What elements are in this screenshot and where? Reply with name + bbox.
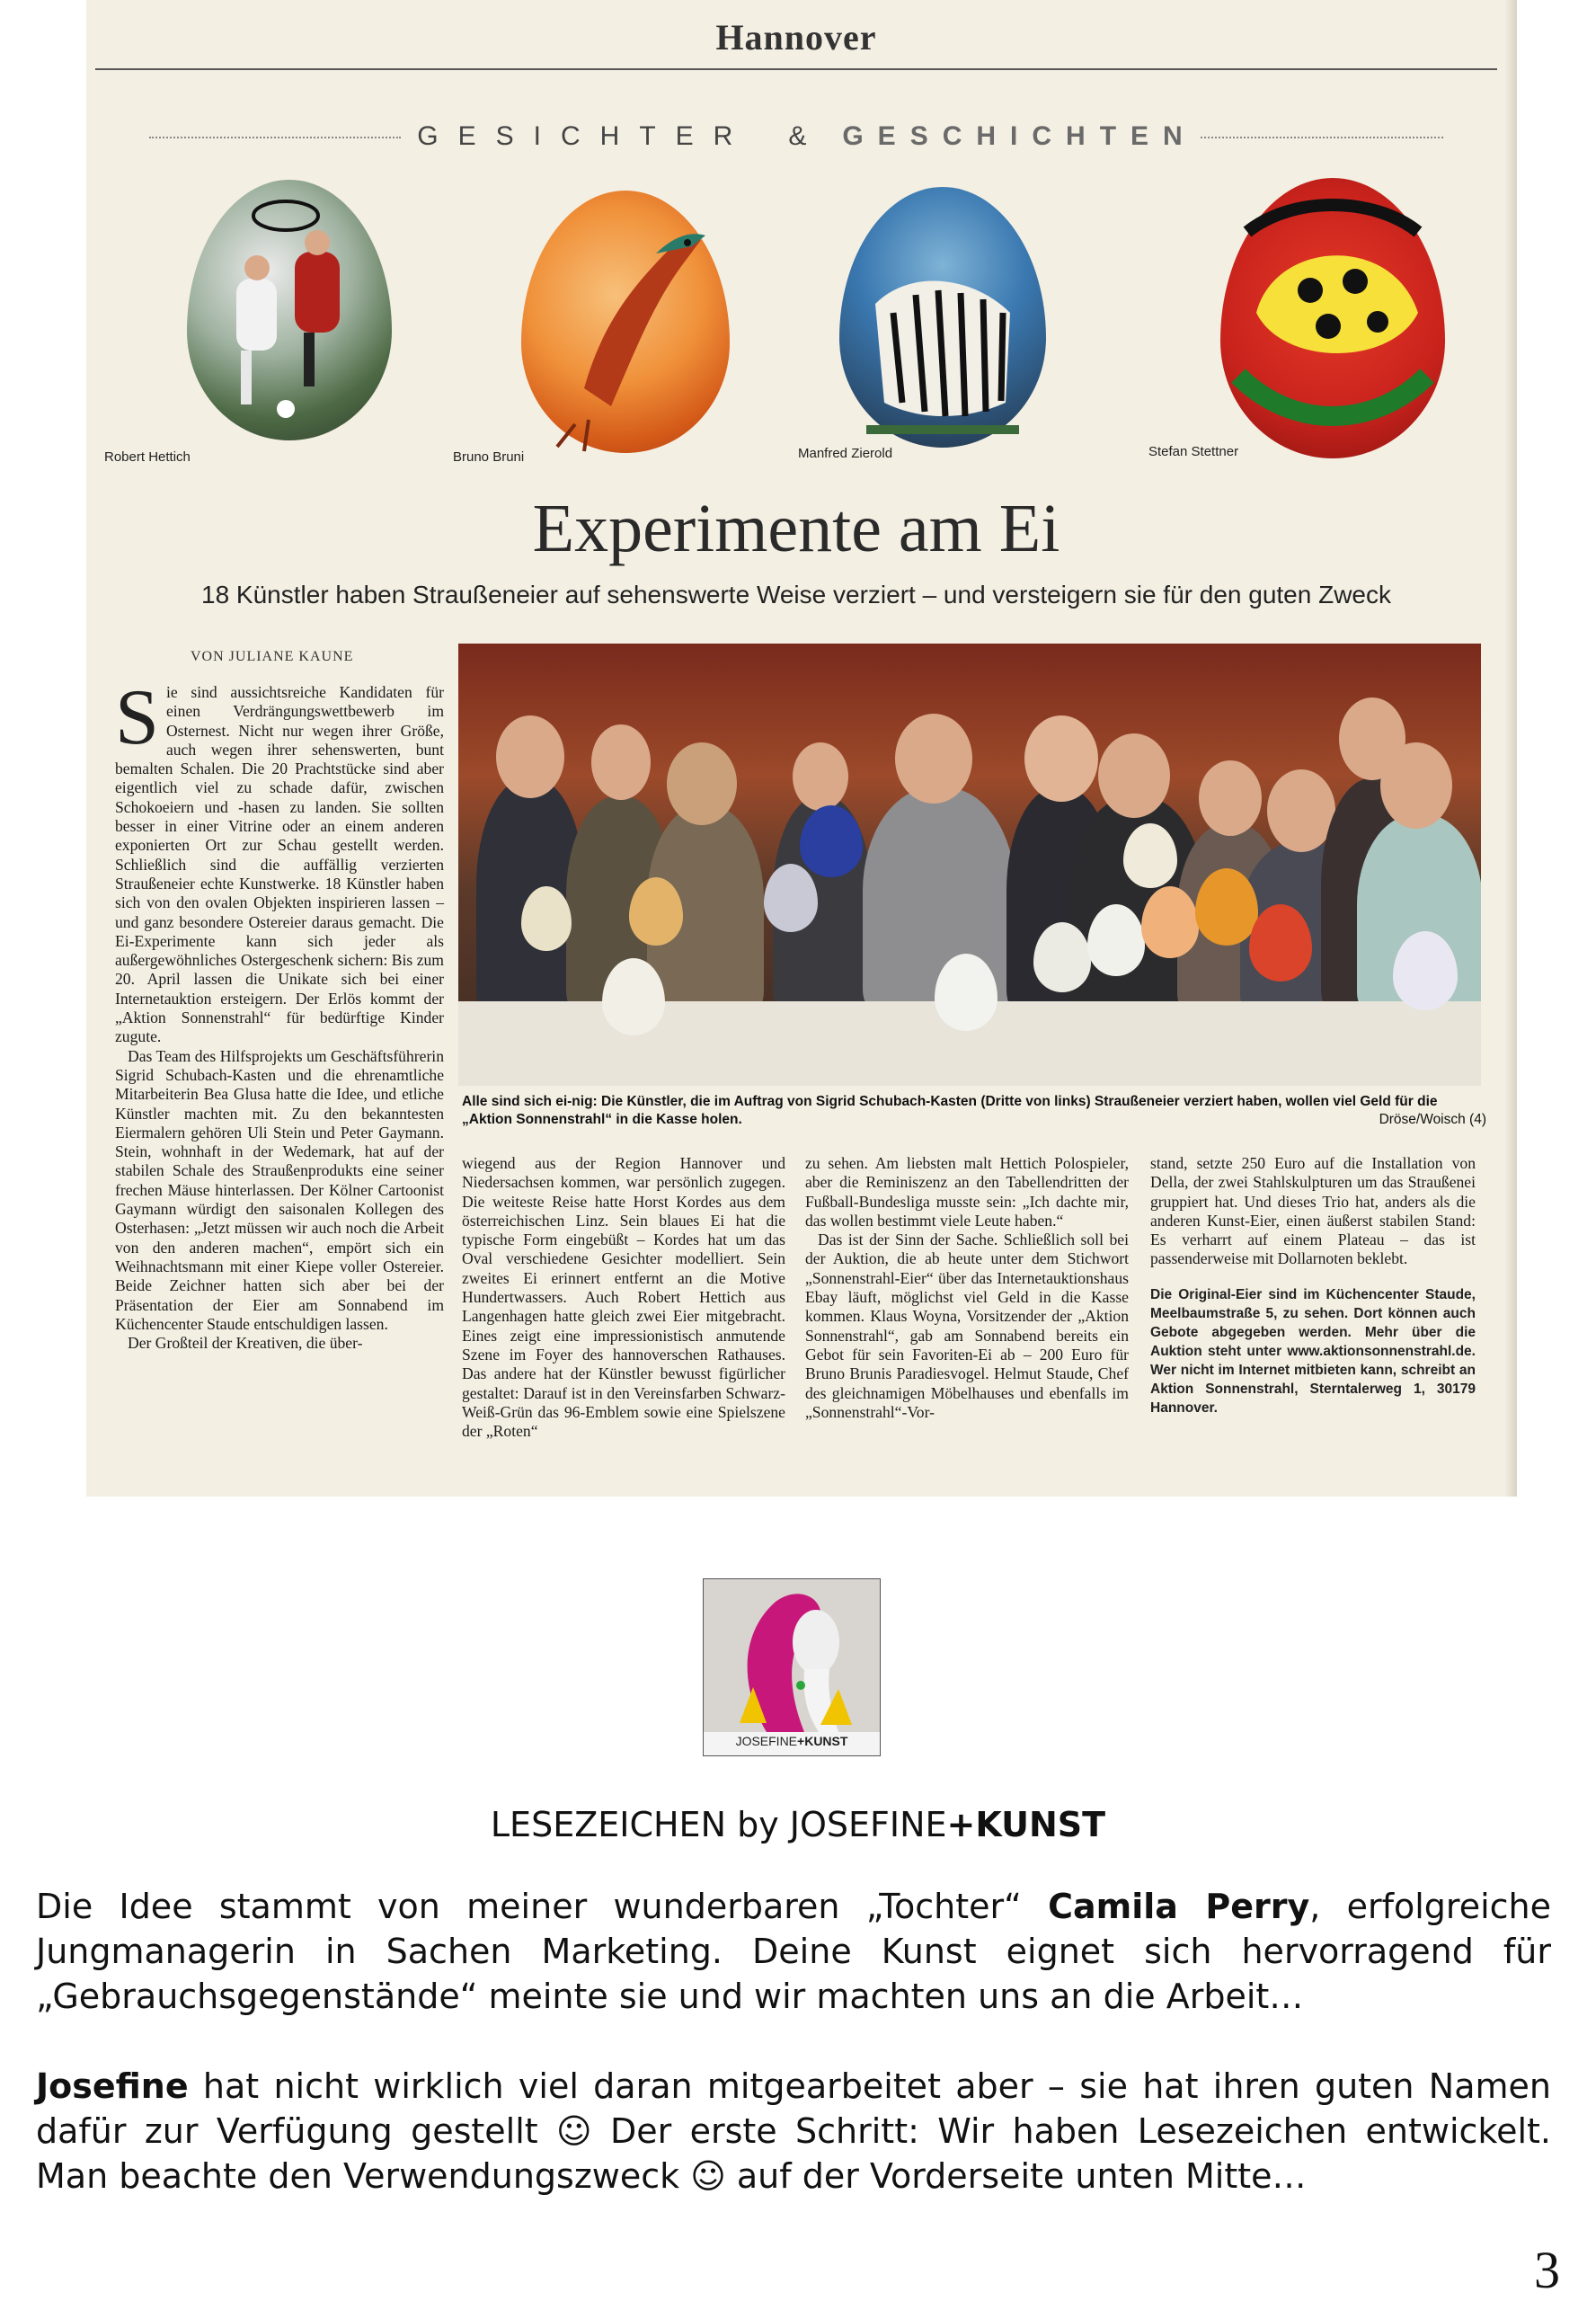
- photo-head: [496, 715, 564, 798]
- logo-text-left: JOSEFINE: [735, 1734, 798, 1748]
- egg-bird-art: [521, 191, 730, 453]
- clipping-edge-shadow: [1504, 0, 1517, 1497]
- photo-head: [1098, 733, 1170, 818]
- egg-ladybird-art: [1220, 178, 1445, 458]
- header-rule: [95, 68, 1497, 70]
- p1-name: Camila Perry: [1048, 1887, 1310, 1926]
- caption-text: Alle sind sich ei-nig: Die Künstler, die im Auftrag von Sigrid Schubach-Kasten (Dritte von links) Straußeneier verziert haben, wollen viel Geld für die „Aktion Sonnenstrahl“ in die Kasse holen.: [462, 1094, 1438, 1127]
- photo-credit: Dröse/Woisch (4): [1379, 1112, 1486, 1127]
- page-number: 3: [1534, 2241, 1560, 2299]
- photo-caption: [462, 1093, 1486, 1129]
- rubric-amp: &: [788, 121, 807, 151]
- rubric-dotline-right: [1201, 137, 1443, 138]
- egg-bird: [521, 191, 730, 453]
- article-column-3: [805, 1154, 1129, 1422]
- column-1-paragraph-2: Das Team des Hilfsprojekts um Geschäftsführerin Sigrid Schubach-Kasten und die ehrenamtliche Mitarbeiterin Bea Glusa hatte die Idee, und etliche Künstler machten mit. Zu den bekanntesten Eiermalern gehören Uli Stein und Peter Gaymann. Stein, wohnhaft in der Wedemark, hat auf der stabilen Schale des Straußenprodukts eine seiner frechen Mäuse hinterlassen. Der Kölner Cartoonist Gaymann würdigt den saisonalen Kollegen des Osterhasen: „Jetzt müssen wir auch noch die Arbeit von den anderen machen“, empört sich ein Weihnachtsmann mit einer Kiepe voller Ostereier. Beide Zeichner hatten sich aber bei der Präsentation der Eier am Sonnabend im Küchencenter Staude entschuldigen lassen.: [115, 1046, 444, 1333]
- photo-head: [1380, 742, 1452, 829]
- photo-head: [591, 724, 651, 800]
- p1-text-b: , erfolgreiche Jungmanagerin in Sachen Marketing. Deine Kunst eignet sich hervorragend für „Gebrauchsgegenstände“ meinte sie und wir machten uns an die Arbeit…: [36, 1887, 1552, 2016]
- rubric-right: GESCHICHTEN: [842, 121, 1197, 151]
- section-rubric: [86, 121, 1506, 152]
- city-header: Hannover: [715, 17, 877, 58]
- article-column-2: wiegend aus der Region Hannover und Niedersachsen kommen, war persönlich zugegen. Die weiteste Reise hatte Horst Kordes aus dem österreichischen Linz. Sein blaues Ei hat die typische Form eingebüßt – Kordes hat um das Oval verschiedene Gesichter modelliert. Sein zweites Ei erinnert entfernt an die Motive Hundertwassers. Auch Robert Hettich aus Langenhagen hatte gleich zwei Eier mitgebracht. Eines zeigt eine impressionistisch anmutende Szene im Foyer des hannoverschen Rathauses. Das andere hat der Künstler bewusst figürlicher gestaltet: Darauf ist in den Vereinsfarben Schwarz-Weiß-Grün das 96-Emblem sowie eine Spielszene der „Roten“: [462, 1154, 785, 1441]
- group-photo: [458, 644, 1481, 1086]
- logo-figure: [704, 1579, 880, 1755]
- info-box: Die Original-Eier sind im Küchencenter Staude, Meelbaumstraße 5, zu sehen. Dort können auch Gebote abgegeben werden. Mehr über die Auktion steht unter www.aktionsonnenstrahl.de. Wer nicht im Internet mitbieten kann, schreibt an Aktion Sonnenstrahl, Sterntalerweg 1, 30179 Hannover.: [1150, 1286, 1476, 1416]
- column-1-paragraph-3: Der Großteil der Kreativen, die über-: [128, 1334, 363, 1353]
- section-title-prefix: LESEZEICHEN by JOSEFINE: [490, 1805, 947, 1844]
- p2-text: hat nicht wirklich viel daran mitgearbeitet aber – sie hat ihren guten Namen dafür zur Verfügung gestellt ☺ Der erste Schritt: Wir haben Lesezeichen entwickelt. Man beachte den Verwendungszweck ☺ auf der Vorderseite unten Mitte…: [36, 2066, 1551, 2196]
- drop-cap: S: [115, 674, 159, 761]
- p2-name: Josefine: [36, 2066, 189, 2106]
- josefine-kunst-logo: [703, 1578, 881, 1756]
- body-text: [36, 1884, 1551, 2199]
- section-title: [0, 1805, 1596, 1844]
- column-3-paragraph-1: zu sehen. Am liebsten malt Hettich Polospieler, aber die Reminiszenz an den Tabellendritten der Fußball-Bundesliga musste sein: „Ich dachte mir, das wollen bestimmt viele Leute haben.“: [805, 1154, 1129, 1230]
- photo-head: [1024, 715, 1098, 802]
- logo-wordmark: [704, 1734, 880, 1748]
- egg-zebra: [839, 187, 1046, 448]
- article-headline: Experimente am Ei: [532, 491, 1060, 566]
- section-title-bold: +KUNST: [946, 1805, 1106, 1844]
- column-1-text: ie sind aussichtsreiche Kandidaten für einen Verdrängungswettbewerb im Osternest. Nicht nur wegen ihrer Größe, auch wegen ihrer sehenswerten, bunt bemalten Schalen. Die 20 Prachtstücke sind aber eigentlich viel zu schade dafür, zwischen Schokoeiern und -hasen zu landen. Sie sollten besser in einer Vitrine oder an einem anderen exponierten Ort zur Schau gestellt werden. Schließlich sind die auffällig verzierten Straußeneier echte Kunstwerke. 18 Künstler haben sich von den ovalen Objekten inspirieren lassen – und ganz besondere Ostereier daraus gemacht. Die Ei-Experimente kann sich jeder als außergewöhnliches Ostergeschenk sichern: Bis zum 20. April lassen die Unikate sich bei einer Internetauktion ersteigern. Der Erlös kommt der „Aktion Sonnenstrahl“ für bedürftige Kinder zugute.: [115, 683, 444, 1046]
- egg-soccer: [187, 180, 392, 440]
- egg-caption-hettich: Robert Hettich: [104, 449, 191, 465]
- egg-caption-stettner: Stefan Stettner: [1148, 444, 1239, 459]
- body-paragraph-1: [36, 1884, 1551, 2019]
- rubric-left: GESICHTER: [417, 121, 753, 151]
- photo-head: [1199, 760, 1262, 836]
- p1-text-a: Die Idee stammt von meiner wunderbaren „Tochter“: [36, 1887, 1049, 1926]
- rubric-dotline-left: [149, 137, 401, 138]
- egg-soccer-art: [187, 180, 392, 440]
- photo-head: [895, 714, 972, 804]
- logo-text-right: +KUNST: [797, 1734, 848, 1748]
- article-byline: VON JULIANE KAUNE: [191, 649, 354, 664]
- photo-head: [667, 742, 737, 825]
- photo-head: [793, 742, 848, 811]
- article-subhead: 18 Künstler haben Straußeneier auf sehenswerte Weise verziert – und versteigern sie für den guten Zweck: [201, 581, 1391, 609]
- body-paragraph-2: [36, 2064, 1551, 2199]
- column-4-text: stand, setzte 250 Euro auf die Installation von Della, der zwei Stahlskulpturen um das Straußenei gruppiert hat. Und dieses Trio hat, anders als die anderen Kunst-Eier, einen äußerst stabilen Stand: Es verharrt auf einem Plateau – das ist passenderweise mit Dollarnoten beklebt.: [1150, 1154, 1476, 1268]
- egg-zebra-art: [839, 187, 1046, 448]
- egg-caption-zierold: Manfred Zierold: [798, 446, 893, 461]
- egg-caption-bruni: Bruno Bruni: [453, 449, 525, 465]
- article-column-1: [115, 674, 444, 1353]
- newspaper-clipping: [86, 0, 1517, 1497]
- egg-ladybird: [1220, 178, 1445, 458]
- article-column-4: [1150, 1154, 1476, 1417]
- column-3-paragraph-2: Das ist der Sinn der Sache. Schließlich soll bei der Auktion, die ab heute unter dem Stichwort „Sonnenstrahl-Eier“ über das Internetauktionshaus Ebay läuft, möglichst viel Geld in die Kasse kommen. Klaus Woyna, Vorsitzender der „Aktion Sonnenstrahl“, gab am Sonnabend bereits ein Gebot für sein Favoriten-Ei ab – 200 Euro für Bruno Brunis Paradiesvogel. Helmut Staude, Chef des gleichnamigen Möbelhauses und ebenfalls im „Sonnenstrahl“-Vor-: [805, 1230, 1129, 1421]
